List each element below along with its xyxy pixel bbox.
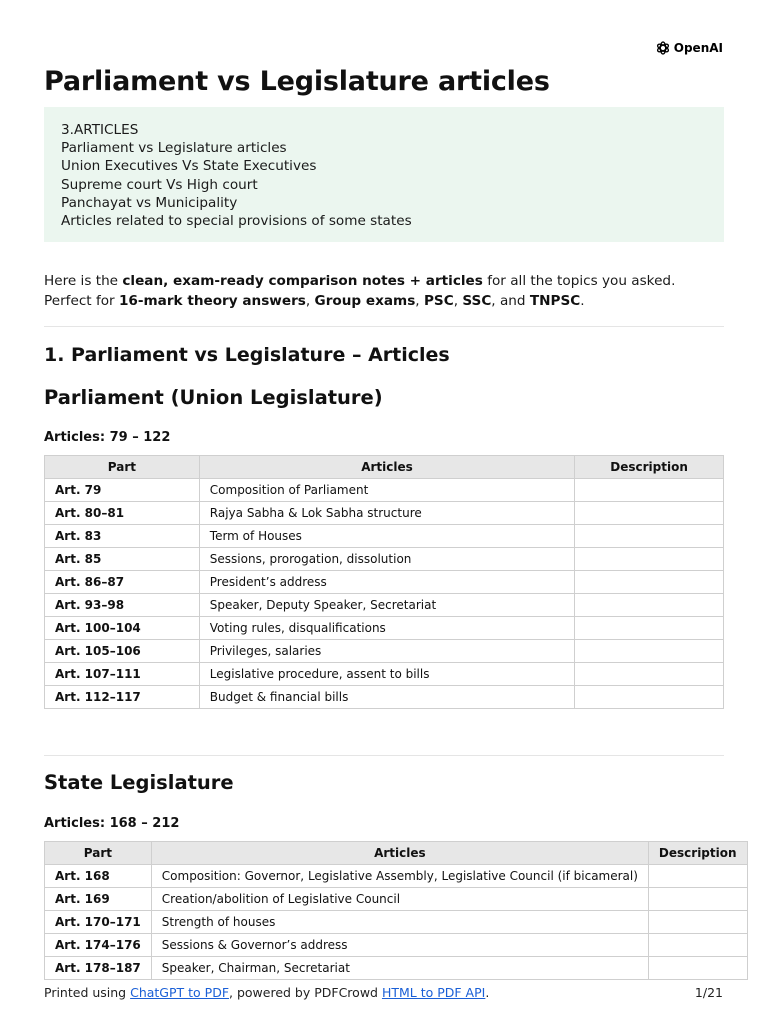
description-cell [575,594,724,617]
table-row [45,571,724,594]
articles-cell: President’s address [199,571,574,594]
articles-cell: Sessions, prorogation, dissolution [199,548,574,571]
part-cell: Art. 168 [45,865,152,888]
column-header-part: Part [45,842,152,865]
part-cell: Art. 83 [45,525,200,548]
part-cell: Art. 100–104 [45,617,200,640]
table-row [45,934,748,957]
description-cell [575,663,724,686]
part-cell: Art. 174–176 [45,934,152,957]
table-row [45,594,724,617]
section-heading: 1. Parliament vs Legislature – Articles [44,344,450,366]
chatgpt-to-pdf-link[interactable]: ChatGPT to PDF [130,985,230,1000]
articles-cell: Legislative procedure, assent to bills [199,663,574,686]
prompt-line: Union Executives Vs State Executives [61,158,317,175]
part-cell: Art. 107–111 [45,663,200,686]
prompt-line: Supreme court Vs High court [61,176,258,193]
prompt-line: Parliament vs Legislature articles [61,140,287,157]
part-cell: Art. 80–81 [45,502,200,525]
part-cell: Art. 178–187 [45,957,152,980]
prompt-line: Articles related to special provisions of some states [61,213,412,230]
description-cell [648,888,747,911]
part-cell: Art. 85 [45,548,200,571]
articles-cell: Strength of houses [151,911,648,934]
column-header-description: Description [575,456,724,479]
articles-cell: Composition of Parliament [199,479,574,502]
parliament-heading: Parliament (Union Legislature) [44,386,383,409]
articles-cell: Term of Houses [199,525,574,548]
table-row [45,548,724,571]
description-cell [575,571,724,594]
table-row [45,888,748,911]
articles-cell: Creation/abolition of Legislative Council [151,888,648,911]
description-cell [575,686,724,709]
state-legislature-heading: State Legislature [44,771,234,794]
description-cell [575,502,724,525]
openai-logo [655,40,723,56]
table-row [45,502,724,525]
part-cell: Art. 170–171 [45,911,152,934]
table-row [45,865,748,888]
print-footer: Printed using ChatGPT to PDF, powered by PDFCrowd HTML to PDF API. [44,985,490,1000]
articles-cell: Composition: Governor, Legislative Assembly, Legislative Council (if bicameral) [151,865,648,888]
description-cell [648,911,747,934]
part-cell: Art. 169 [45,888,152,911]
description-cell [575,548,724,571]
articles-cell: Rajya Sabha & Lok Sabha structure [199,502,574,525]
part-cell: Art. 105–106 [45,640,200,663]
table-header-row [45,456,724,479]
page-title: Parliament vs Legislature articles [44,66,550,97]
table-header-row [45,842,748,865]
description-cell [648,865,747,888]
table-row [45,663,724,686]
openai-logo-icon [655,40,671,56]
part-cell: Art. 93–98 [45,594,200,617]
table-row [45,911,748,934]
column-header-articles: Articles [199,456,574,479]
column-header-part: Part [45,456,200,479]
table-row [45,479,724,502]
user-prompt-box [44,107,724,242]
articles-cell: Voting rules, disqualifications [199,617,574,640]
brand-name: OpenAI [673,41,723,55]
articles-cell: Sessions & Governor’s address [151,934,648,957]
intro-paragraph [44,272,675,311]
articles-cell: Budget & financial bills [199,686,574,709]
description-cell [648,934,747,957]
parliament-articles-table [44,455,724,709]
column-header-articles: Articles [151,842,648,865]
articles-cell: Speaker, Deputy Speaker, Secretariat [199,594,574,617]
state-articles-range: Articles: 168 – 212 [44,816,180,831]
divider [44,326,724,327]
table-row [45,686,724,709]
description-cell [575,617,724,640]
page-number: 1/21 [694,985,723,1000]
intro-line-2: Perfect for 16-mark theory answers, Group exams, PSC, SSC, and TNPSC. [44,292,585,309]
articles-cell: Speaker, Chairman, Secretariat [151,957,648,980]
table-row [45,617,724,640]
intro-line-1: Here is the clean, exam-ready comparison notes + articles for all the topics you asked. [44,273,676,289]
part-cell: Art. 112–117 [45,686,200,709]
part-cell: Art. 86–87 [45,571,200,594]
table-row [45,957,748,980]
description-cell [575,479,724,502]
column-header-description: Description [648,842,747,865]
table-row [45,525,724,548]
part-cell: Art. 79 [45,479,200,502]
description-cell [575,640,724,663]
html-to-pdf-api-link[interactable]: HTML to PDF API [381,985,486,1000]
prompt-line: 3.ARTICLES [61,122,139,138]
state-articles-table [44,841,748,980]
prompt-line: Panchayat vs Municipality [61,194,238,211]
description-cell [648,957,747,980]
table-row [45,640,724,663]
divider [44,755,724,756]
parliament-articles-range: Articles: 79 – 122 [44,430,171,445]
description-cell [575,525,724,548]
articles-cell: Privileges, salaries [199,640,574,663]
